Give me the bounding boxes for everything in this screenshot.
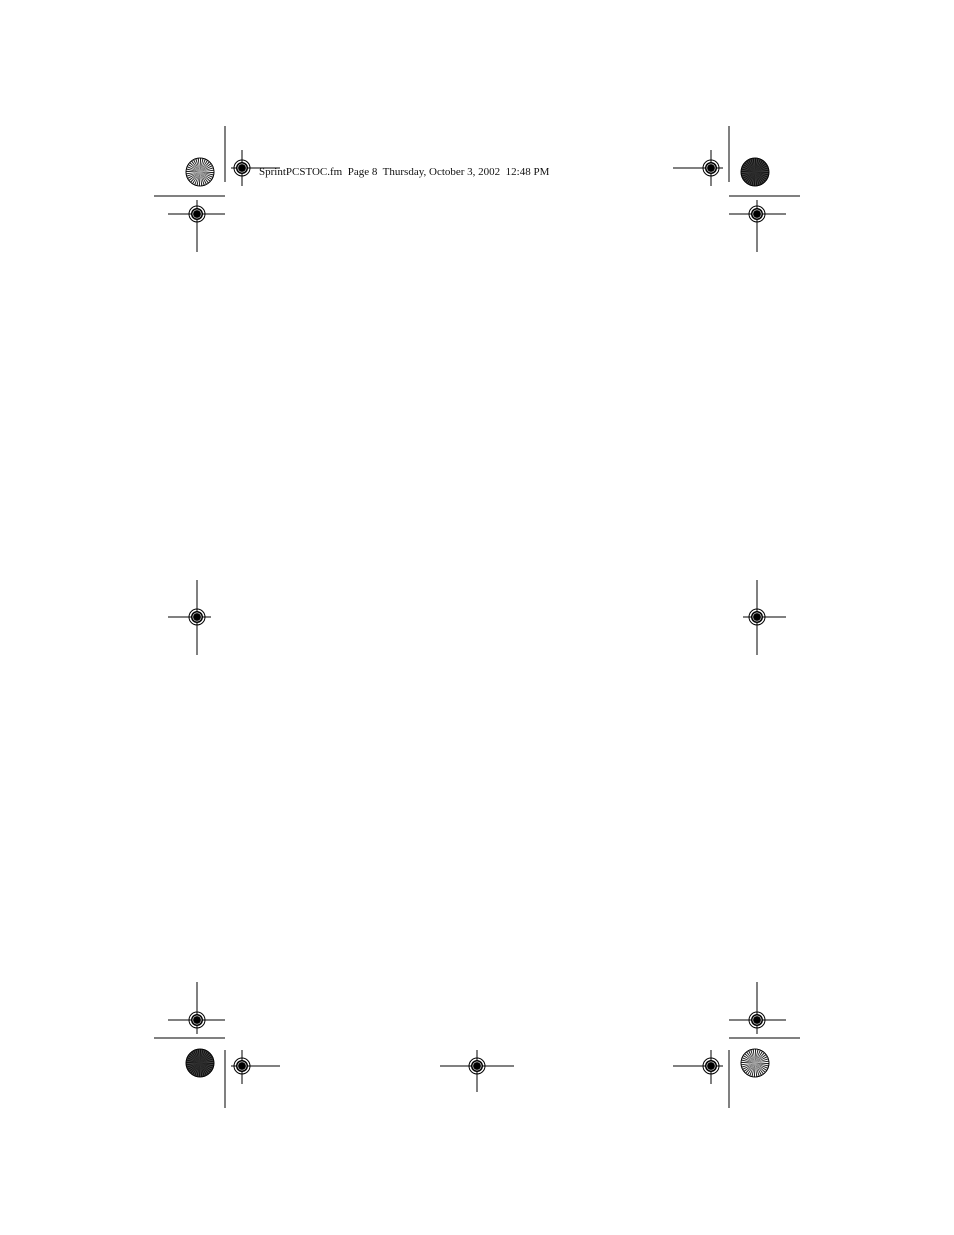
star-target-bottom-right bbox=[741, 1049, 769, 1077]
registration-mark-bottom-left-slug bbox=[231, 1050, 280, 1084]
registration-mark-bottom-right bbox=[729, 982, 786, 1034]
registration-mark-top-right bbox=[729, 200, 786, 252]
file-slug-line: SprintPCSTOC.fm Page 8 Thursday, October 3, 2002 12:48 PM bbox=[259, 166, 550, 178]
star-target-top-right bbox=[741, 158, 769, 186]
star-target-bottom-left bbox=[186, 1049, 214, 1077]
registration-mark-bottom-center bbox=[440, 1050, 514, 1092]
registration-mark-middle-left bbox=[168, 580, 211, 655]
star-target-top-left bbox=[186, 158, 214, 186]
registration-mark-top-left-slug bbox=[231, 150, 280, 186]
registration-mark-middle-right bbox=[743, 580, 786, 655]
crop-marks-top bbox=[154, 126, 800, 196]
registration-mark-bottom-left bbox=[168, 982, 225, 1034]
registration-mark-bottom-right-slug bbox=[673, 1050, 723, 1084]
registration-mark-top-right-slug bbox=[673, 150, 723, 186]
registration-mark-top-left bbox=[168, 200, 225, 252]
